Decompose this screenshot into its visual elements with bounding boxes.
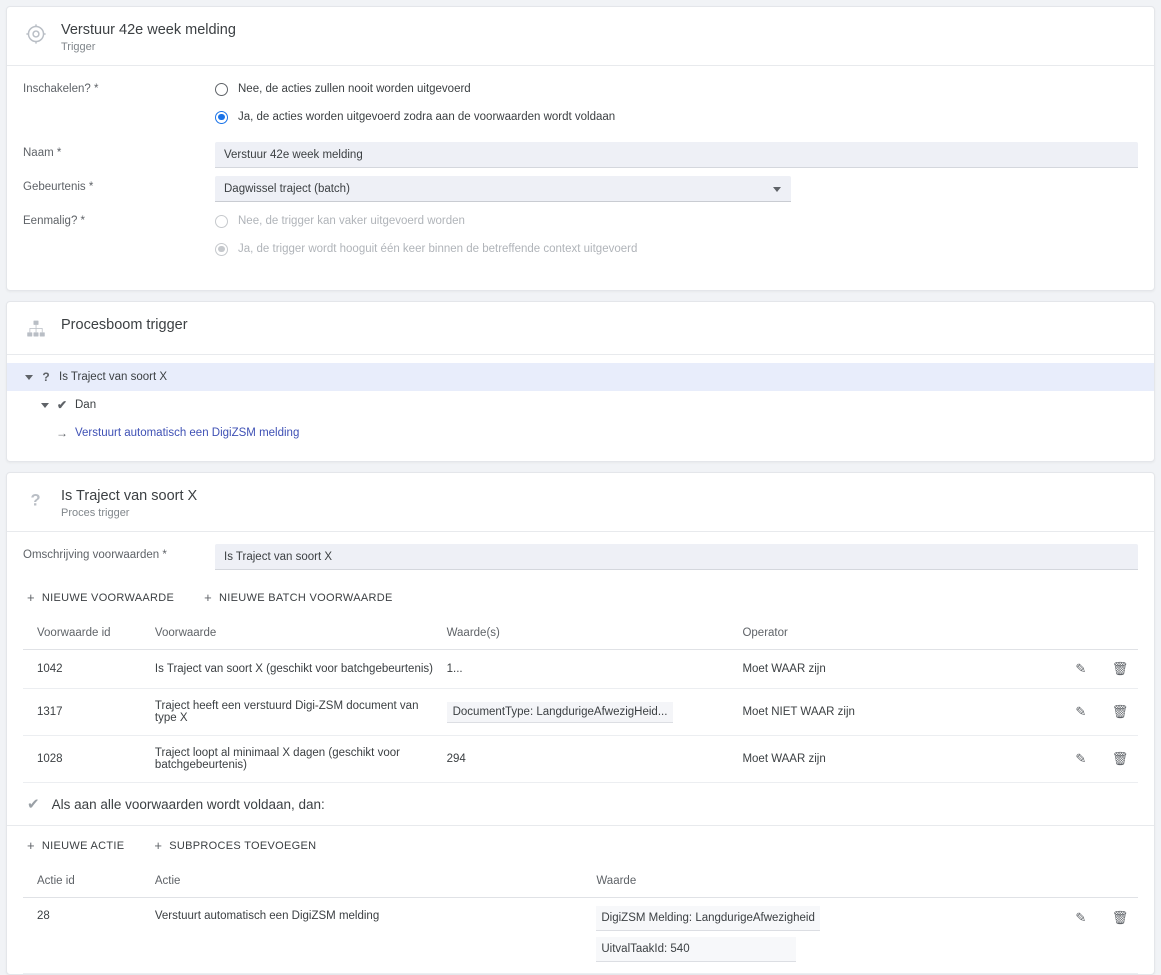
process-tree-card xyxy=(6,301,1155,462)
trash-icon[interactable]: 🗑 xyxy=(1111,661,1129,676)
field-row-description xyxy=(23,544,1138,570)
chevron-down-icon[interactable] xyxy=(773,187,781,192)
field-row-once xyxy=(23,210,1138,266)
field-row-name xyxy=(23,142,1138,168)
then-bar xyxy=(7,783,1154,825)
check-icon: ✔ xyxy=(27,796,40,813)
label-name-required: * xyxy=(56,147,62,159)
condition-buttons xyxy=(7,582,1154,617)
edit-icon[interactable]: ✎ xyxy=(1075,704,1087,719)
label-event-required: * xyxy=(88,181,94,193)
new-condition-label: NIEUWE VOORWAARDE xyxy=(41,591,175,604)
cell-condition-id: 1042 xyxy=(23,650,155,689)
action-value-line-2 xyxy=(596,937,1034,962)
radio-icon-unchecked[interactable] xyxy=(215,83,228,96)
cell-action-value xyxy=(596,898,1042,974)
trigger-card-titles xyxy=(61,21,236,53)
radio-icon-checked[interactable] xyxy=(215,111,228,124)
plus-icon: + xyxy=(204,590,213,605)
field-name xyxy=(215,142,1138,168)
radio-enable-no-label: Nee, de acties zullen nooit worden uitgevoerd xyxy=(238,83,471,95)
cell-condition: Traject heeft een verstuurd Digi-ZSM document van type X xyxy=(155,689,447,736)
th-action: Actie xyxy=(155,865,597,898)
cell-condition-id: 1317 xyxy=(23,689,155,736)
tree-node-then[interactable] xyxy=(7,391,1154,419)
cell-operator: Moet WAAR zijn xyxy=(742,736,1042,783)
conditions-header-row xyxy=(23,617,1138,650)
description-input[interactable] xyxy=(215,544,1138,570)
check-icon: ✔ xyxy=(56,398,68,412)
actions-table-wrap xyxy=(7,865,1154,974)
th-action-id: Actie id xyxy=(23,865,155,898)
question-icon xyxy=(23,487,49,513)
trash-icon[interactable]: 🗑 xyxy=(1111,751,1129,766)
table-row xyxy=(23,650,1138,689)
trash-icon[interactable]: 🗑 xyxy=(1111,704,1129,719)
cell-row-actions xyxy=(1042,736,1138,783)
radio-enable-yes[interactable] xyxy=(215,106,1138,128)
process-tree-body xyxy=(7,355,1154,461)
table-row xyxy=(23,689,1138,736)
add-subprocess-label: SUBPROCES TOEVOEGEN xyxy=(169,839,317,852)
cell-operator: Moet WAAR zijn xyxy=(742,650,1042,689)
edit-icon[interactable]: ✎ xyxy=(1075,751,1087,766)
cell-condition: Traject loopt al minimaal X dagen (geschikt voor batchgebeurtenis) xyxy=(155,736,447,783)
actions-header-row xyxy=(23,865,1138,898)
conditions-table xyxy=(23,617,1138,783)
label-description xyxy=(23,544,215,561)
label-once-text: Eenmalig? xyxy=(23,215,78,227)
conditions-table-wrap xyxy=(7,617,1154,783)
new-batch-condition-label: NIEUWE BATCH VOORWAARDE xyxy=(219,591,393,604)
process-detail-card xyxy=(6,472,1155,975)
event-select-wrap[interactable] xyxy=(215,176,791,202)
tree-node-action[interactable] xyxy=(7,419,1154,447)
edit-icon[interactable]: ✎ xyxy=(1075,661,1087,676)
radio-once-yes-label: Ja, de trigger wordt hooguit één keer binnen de betreffende context uitgevoerd xyxy=(238,243,638,255)
label-once-required: * xyxy=(80,215,86,227)
process-tree-titles xyxy=(61,316,188,334)
new-action-label: NIEUWE ACTIE xyxy=(41,839,125,852)
event-select[interactable]: Dagwissel traject (batch) xyxy=(215,176,791,202)
trigger-card xyxy=(6,6,1155,291)
radio-icon-checked-disabled[interactable] xyxy=(215,243,228,256)
cell-condition: Is Traject van soort X (geschikt voor batchgebeurtenis) xyxy=(155,650,447,689)
radio-enable-no[interactable] xyxy=(215,78,1138,100)
radio-once-no-label: Nee, de trigger kan vaker uitgevoerd worden xyxy=(238,215,465,227)
field-event xyxy=(215,176,1138,202)
trigger-card-header xyxy=(7,7,1154,66)
process-detail-titles xyxy=(61,487,197,519)
name-input[interactable] xyxy=(215,142,1138,168)
th-condition: Voorwaarde xyxy=(155,617,447,650)
action-value-line-1 xyxy=(596,906,1034,931)
radio-once-no[interactable] xyxy=(215,210,1138,232)
arrow-right-icon: → xyxy=(56,426,68,440)
field-enable xyxy=(215,78,1138,134)
label-name xyxy=(23,142,215,159)
table-row xyxy=(23,736,1138,783)
plus-icon: + xyxy=(27,838,35,853)
tree-node-condition[interactable] xyxy=(7,363,1154,391)
cell-condition-id: 1028 xyxy=(23,736,155,783)
tree-node-condition-label: Is Traject van soort X xyxy=(59,371,168,383)
label-name-text: Naam xyxy=(23,147,54,159)
cell-action: Verstuurt automatisch een DigiZSM melding xyxy=(155,898,597,974)
label-once xyxy=(23,210,215,227)
expander-icon[interactable] xyxy=(37,403,53,408)
tree-node-action-label: Verstuurt automatisch een DigiZSM melding xyxy=(75,427,300,439)
plus-icon: + xyxy=(154,838,163,853)
trash-icon[interactable]: 🗑 xyxy=(1111,910,1129,925)
expander-icon[interactable] xyxy=(21,375,37,380)
cell-action-id: 28 xyxy=(23,898,155,974)
process-detail-title: Is Traject van soort X xyxy=(61,488,198,504)
process-detail-header xyxy=(7,473,1154,532)
cell-value-wrap xyxy=(447,689,743,736)
process-tree-header xyxy=(7,302,1154,355)
process-detail-form xyxy=(7,532,1154,582)
th-action-actions xyxy=(1042,865,1138,898)
then-bar-label: Als aan alle voorwaarden wordt voldaan, dan: xyxy=(51,796,325,812)
new-condition-button[interactable] xyxy=(23,586,178,609)
cell-row-actions xyxy=(1042,650,1138,689)
action-buttons xyxy=(7,826,1154,865)
process-tree-title: Procesboom trigger xyxy=(61,317,188,333)
trigger-form xyxy=(7,66,1154,290)
action-value-2: UitvalTaakId: 540 xyxy=(596,937,796,962)
label-enable-text: Inschakelen? xyxy=(23,83,91,95)
org-tree-icon xyxy=(23,316,49,342)
field-description xyxy=(215,544,1138,570)
plus-icon: + xyxy=(27,590,35,605)
cell-value: 1... xyxy=(447,650,743,689)
th-values: Waarde(s) xyxy=(447,617,743,650)
radio-once-yes[interactable] xyxy=(215,238,1138,260)
cell-row-actions xyxy=(1042,689,1138,736)
action-value-1: DigiZSM Melding: LangdurigeAfwezigheid xyxy=(596,906,820,931)
radio-icon-unchecked-disabled[interactable] xyxy=(215,215,228,228)
new-batch-condition-button[interactable] xyxy=(200,586,396,609)
field-once xyxy=(215,210,1138,266)
cell-action-row-actions xyxy=(1042,898,1138,974)
table-row xyxy=(23,898,1138,974)
th-actions xyxy=(1042,617,1138,650)
trigger-card-subtitle: Trigger xyxy=(61,41,96,53)
field-row-enable xyxy=(23,78,1138,134)
label-description-text: Omschrijving voorwaarden xyxy=(23,549,160,561)
field-row-event xyxy=(23,176,1138,202)
th-condition-id: Voorwaarde id xyxy=(23,617,155,650)
th-action-value: Waarde xyxy=(596,865,1042,898)
label-enable xyxy=(23,78,215,95)
process-detail-subtitle: Proces trigger xyxy=(61,507,130,519)
tree-node-then-label: Dan xyxy=(75,399,97,411)
label-description-required: * xyxy=(162,549,167,561)
label-event xyxy=(23,176,215,193)
cell-value: DocumentType: LangdurigeAfwezigHeid... xyxy=(447,702,674,723)
cell-operator: Moet NIET WAAR zijn xyxy=(742,689,1042,736)
page-title: Verstuur 42e week melding xyxy=(61,22,236,38)
settings-gear-icon xyxy=(23,21,49,47)
label-enable-required: * xyxy=(93,83,99,95)
th-operator: Operator xyxy=(742,617,1042,650)
label-event-text: Gebeurtenis xyxy=(23,181,86,193)
radio-enable-yes-label: Ja, de acties worden uitgevoerd zodra aan de voorwaarden wordt voldaan xyxy=(238,111,616,123)
actions-table xyxy=(23,865,1138,974)
cell-value: 294 xyxy=(447,736,743,783)
edit-icon[interactable]: ✎ xyxy=(1075,910,1087,925)
svg-text:?: ? xyxy=(30,491,41,510)
question-icon: ? xyxy=(42,370,50,384)
